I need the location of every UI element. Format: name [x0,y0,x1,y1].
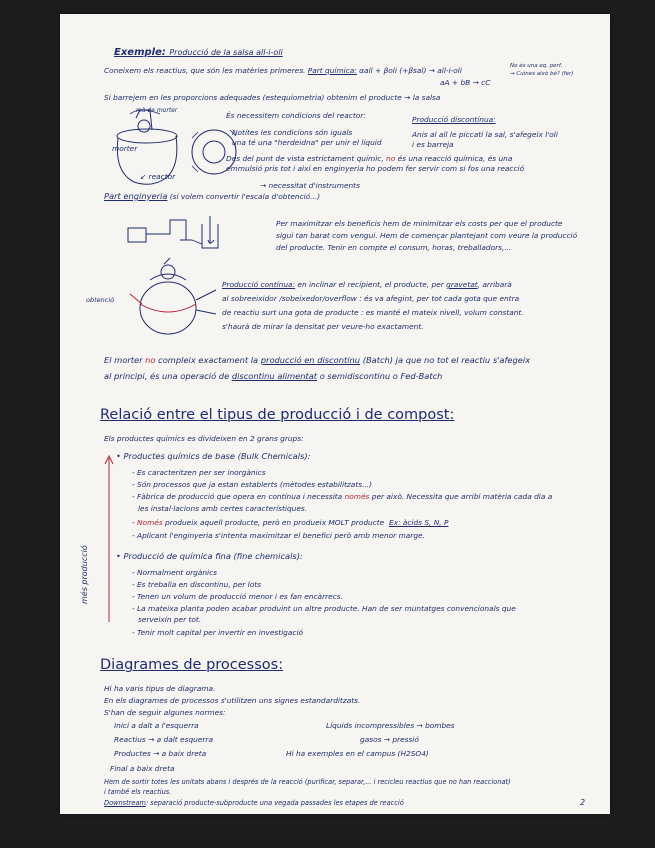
eng-line-3: del producte. Tenir en compte el consum, horas, treballadors,... [276,243,512,252]
label-morter: morter [112,144,138,153]
cond-line-2: Notítes les condicions són iguals [232,128,353,137]
chem-line-3: → necessitat d'instruments [260,181,360,190]
notebook-page [60,14,610,814]
diag-line-1: Hi ha varis tipus de diagrama. [104,684,216,693]
base-6: - Aplicant l'enginyeria s'intenta maximitzar el benefici però amb menor marge. [132,531,425,540]
example-line-1: Coneixem els reactius, que són les matèries primeres. Part química: αall + βoli (+βsal) → all-i-oli [104,66,462,75]
pipe-drawing [126,214,236,264]
generic-equation: aA + bB → cC [440,78,491,87]
example-note: No és una eq. perf. [510,63,563,69]
more-production-label: més producció [80,545,89,604]
label-ma-morter: mà de morter [136,107,178,114]
fina-5: serveixin per tot. [138,615,202,624]
norm-3: Productes → a baix dreta [114,749,207,758]
base-4: les instal·lacions amb certes característiques. [138,504,308,513]
base-1: - Es caracteritzen per ser inorgànics [132,468,266,477]
cont-line-2: al sobreeixidor /sobeixedor/overflow : és va afegint, per tot cada gota que entra [222,294,520,303]
cont-line-4: s'haurà de mirar la densitat per veure-ho exactament. [222,322,424,331]
relacio-title: Relació entre el tipus de producció i de compost: [100,407,455,423]
cont-line-1: Producció contínua: en inclinar el recipient, el producte, per gravetat, arribarà [222,280,512,289]
downstream-line: Downstream: separació producte-subproducte una vegada passades les etapes de reacció [104,799,404,807]
morter-line-1: El morter no compleix exactament la producció en discontinu (Batch) ja que no tot el reactiu s'afegeix [104,355,531,365]
disc-title: Producció discontínua: [412,115,496,124]
diagrames-title: Diagrames de processos: [100,657,284,673]
disc-line-2: i es barreja [412,140,454,149]
cond-line-1: És necessitem condicions del reactor: [226,111,366,120]
diag-line-3: S'han de seguir algunes normes: [104,708,226,717]
rule-right-3: Hi ha exemples en el campus (H2SO4) [286,749,429,758]
cont-line-3: de reactiu surt una gota de producte : es manté el mateix nivell, volum constant. [222,308,524,317]
norm-4: Final a baix dreta [110,764,175,773]
morter-line-2: al principi, és una operació de discontinu alimentat o semidiscontinu o Fed-Batch [104,371,443,381]
chem-line-2: emmulsió pris tot i així en enginyeria ho podem fer servir com si fos una reacció [226,164,525,173]
part-eng-line: Part enginyeria (si volem convertir l'escala d'obtenció...) [104,191,321,201]
more-production-arrow [104,454,114,624]
chem-line-1: Des del punt de vista estrictament químic, no és una reacció química, és una [226,154,513,163]
example-line-2: Si barrejem en les proporcions adequades (estequiometria) obtenim el producte → la salsa [104,93,441,102]
norm-2: Reactius → a dalt esquerra [114,735,213,744]
rule-right-2: gasos → pressió [360,735,419,744]
label-reactor: ↙ reactor [140,172,176,181]
label-obtencio: obtenció [86,296,115,304]
cond-line-3: una té una "herdeidna" per unir el líquid [232,138,382,147]
base-title: • Productes químics de base (Bulk Chemicals): [116,451,311,461]
relacio-intro: Els productes químics es divideixen en 2 grans grups: [104,434,304,443]
eng-line-1: Per maximitzar els beneficis hem de minimitzar els costs per que el producte [276,219,563,228]
fina-2: - Es treballa en discontínu, per lots [132,580,261,589]
rule-right-1: Líquids incompressibles → bombes [326,721,455,730]
base-5: - Només produeix aquell producte, però en produeix MOLT producte Ex: àcids S, N, P [132,518,449,527]
diag-sortir-1: Hem de sortir totes les unitats abans i després de la reacció (purificar, separar,... i recicleu reactius que no han reaccionat) [104,778,511,786]
fina-4: - La mateixa planta poden acabar produint un altre producte. Han de ser muntatges convencionals que [132,604,516,613]
base-2: - Són processos que ja estan establerts (mètodes estabilitzats...) [132,480,373,489]
fina-title: • Producció de química fina (fine chemicals): [116,551,303,561]
eng-line-2: sigui tan barat com vengui. Hem de començar plantejant com veure la producció [276,231,578,240]
example-title: Exemple: Producció de la salsa all-i-oli [114,47,283,58]
norm-1: Inici a dalt a l'esquerra [114,721,199,730]
page-number: 2 [580,798,586,807]
fina-1: - Normalment orgànics [132,568,217,577]
fina-3: - Tenen un volum de producció menor i es fan encàrrecs. [132,592,343,601]
diag-line-2: En els diagrames de processos s'utilitzen uns signes estandarditzats. [104,696,361,705]
base-3: - Fàbrica de producció que opera en contínua i necessita només per això. Necessita que arribi matèria cada dia a [132,492,553,501]
diag-sortir-2: i també els reactius. [104,788,172,796]
example-note-2: → Cuines això bé? (fer) [510,71,574,77]
disc-line-1: Anis al all le piccati la sal, s'afegeix l'oli [412,130,558,139]
fina-6: - Tenir molt capital per invertir en investigació [132,628,304,637]
